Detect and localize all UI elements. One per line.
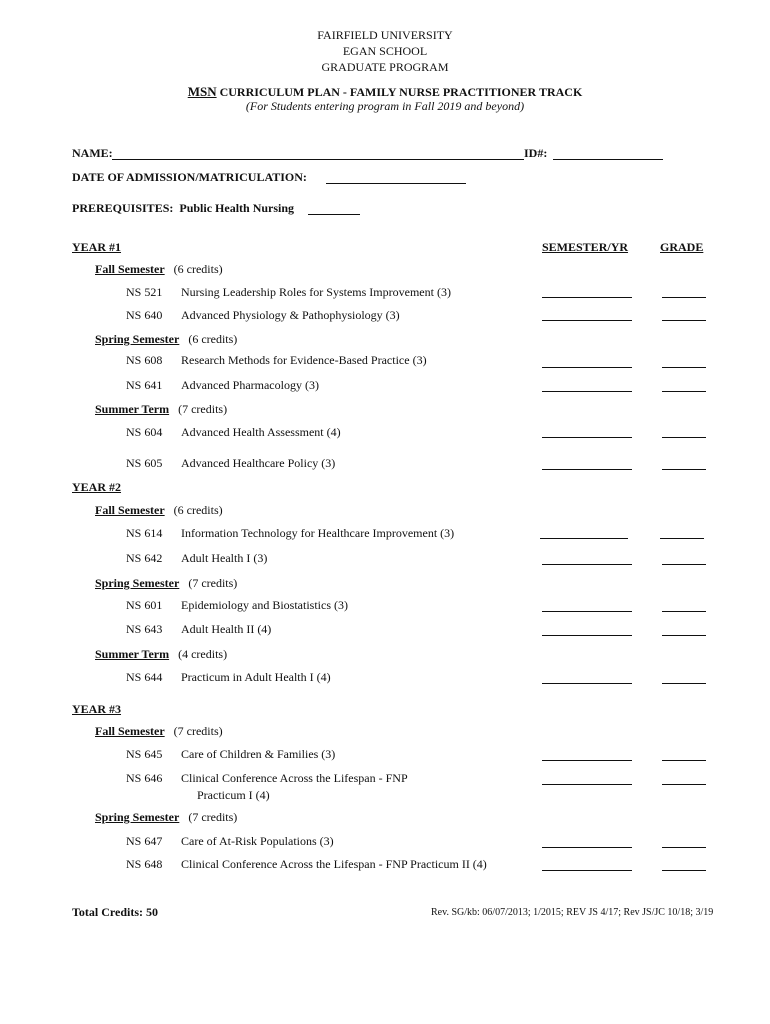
grade-field[interactable] (662, 784, 706, 785)
term-heading (95, 332, 237, 347)
term-name: Summer Term (95, 647, 170, 661)
grade-field[interactable] (662, 469, 706, 470)
grade-field[interactable] (662, 437, 706, 438)
prerequisites-field[interactable] (308, 214, 360, 215)
semester-field[interactable] (542, 469, 632, 470)
grade-field[interactable] (662, 635, 706, 636)
semester-field[interactable] (542, 760, 632, 761)
semester-field[interactable] (542, 564, 632, 565)
term-heading (95, 402, 227, 417)
course-code: NS 641 (126, 378, 163, 392)
course-title: Clinical Conference Across the Lifespan - FNP Practicum II (4) (181, 857, 487, 871)
course-title: Clinical Conference Across the Lifespan - FNP (181, 771, 408, 785)
semester-field[interactable] (542, 320, 632, 321)
year-2-heading: YEAR #2 (72, 480, 122, 494)
course-code: NS 646 (126, 771, 163, 785)
term-credits: (6 credits) (188, 332, 238, 346)
semester-field[interactable] (542, 391, 632, 392)
grade-field[interactable] (662, 683, 706, 684)
prerequisites-value: Public Health Nursing (179, 201, 295, 215)
term-credits: (6 credits) (173, 503, 223, 517)
course-title: Epidemiology and Biostatistics (3) (181, 598, 348, 612)
course-title: Adult Health II (4) (181, 622, 272, 636)
semester-field[interactable] (540, 538, 628, 539)
semester-field[interactable] (542, 847, 632, 848)
total-credits: Total Credits: 50 (72, 905, 159, 919)
date-field-label: DATE OF ADMISSION/MATRICULATION: (72, 170, 307, 184)
term-name: Spring Semester (95, 810, 180, 824)
revision-note: Rev. SG/kb: 06/07/2013; 1/2015; REV JS 4/17; Rev JS/JC 10/18; 3/19 (431, 907, 714, 918)
course-code: NS 601 (126, 598, 163, 612)
title-track: CURRICULUM PLAN - FAMILY NURSE PRACTITIONER TRACK (216, 85, 583, 99)
grade-field[interactable] (660, 538, 704, 539)
term-credits: (4 credits) (178, 647, 228, 661)
semester-column-header: SEMESTER/YR (542, 240, 629, 254)
grade-field[interactable] (662, 391, 706, 392)
course-title: Information Technology for Healthcare Improvement (3) (181, 526, 455, 540)
semester-field[interactable] (542, 683, 632, 684)
course-title: Care of At-Risk Populations (3) (181, 834, 334, 848)
grade-field[interactable] (662, 297, 706, 298)
term-heading (95, 810, 237, 825)
course-code: NS 645 (126, 747, 163, 761)
course-code: NS 642 (126, 551, 163, 565)
term-name: Spring Semester (95, 332, 180, 346)
semester-field[interactable] (542, 437, 632, 438)
term-name: Spring Semester (95, 576, 180, 590)
course-title: Practicum in Adult Health I (4) (181, 670, 331, 684)
grade-field[interactable] (662, 847, 706, 848)
semester-field[interactable] (542, 870, 632, 871)
course-title: Research Methods for Evidence-Based Practice (3) (181, 353, 427, 367)
course-code: NS 640 (126, 308, 163, 322)
course-title: Advanced Physiology & Pathophysiology (3) (181, 308, 400, 322)
grade-field[interactable] (662, 611, 706, 612)
term-credits: (7 credits) (188, 576, 238, 590)
semester-field[interactable] (542, 611, 632, 612)
term-credits: (7 credits) (178, 402, 228, 416)
page-title (0, 84, 770, 100)
prerequisites-heading: PREREQUISITES: (72, 201, 174, 215)
title-msn: MSN (187, 84, 217, 99)
university-name: FAIRFIELD UNIVERSITY (317, 28, 453, 42)
date-field[interactable] (326, 183, 466, 184)
name-field[interactable] (112, 159, 524, 160)
course-title-continued: Practicum I (4) (197, 788, 270, 802)
course-code: NS 614 (126, 526, 163, 540)
semester-field[interactable] (542, 635, 632, 636)
course-code: NS 605 (126, 456, 163, 470)
course-title: Advanced Health Assessment (4) (181, 425, 341, 439)
id-field[interactable] (553, 159, 663, 160)
semester-field[interactable] (542, 367, 632, 368)
semester-field[interactable] (542, 784, 632, 785)
grade-field[interactable] (662, 320, 706, 321)
course-code: NS 647 (126, 834, 163, 848)
semester-field[interactable] (542, 297, 632, 298)
course-title: Advanced Healthcare Policy (3) (181, 456, 336, 470)
term-heading (95, 576, 237, 591)
course-code: NS 644 (126, 670, 163, 684)
course-code: NS 604 (126, 425, 163, 439)
course-code: NS 608 (126, 353, 163, 367)
grade-field[interactable] (662, 870, 706, 871)
name-field-label: NAME: (72, 146, 113, 160)
term-credits: (7 credits) (173, 724, 223, 738)
course-title: Nursing Leadership Roles for Systems Improvement (3) (181, 285, 451, 299)
year-1-heading: YEAR #1 (72, 240, 122, 254)
grade-field[interactable] (662, 367, 706, 368)
school-name: EGAN SCHOOL (342, 44, 428, 58)
term-name: Fall Semester (95, 503, 165, 517)
term-heading (95, 647, 227, 662)
grade-field[interactable] (662, 760, 706, 761)
course-code: NS 521 (126, 285, 163, 299)
course-title: Care of Children & Families (3) (181, 747, 336, 761)
page-subtitle: (For Students entering program in Fall 2019 and beyond) (245, 99, 525, 113)
term-name: Fall Semester (95, 262, 165, 276)
id-field-label: ID#: (524, 146, 548, 160)
program-name: GRADUATE PROGRAM (321, 60, 449, 74)
year-3-heading: YEAR #3 (72, 702, 122, 716)
term-heading (95, 503, 223, 518)
term-name: Fall Semester (95, 724, 165, 738)
term-credits: (6 credits) (173, 262, 223, 276)
course-code: NS 643 (126, 622, 163, 636)
course-title: Advanced Pharmacology (3) (181, 378, 319, 392)
course-title: Adult Health I (3) (181, 551, 268, 565)
grade-field[interactable] (662, 564, 706, 565)
grade-column-header: GRADE (660, 240, 704, 254)
term-heading (95, 724, 223, 739)
term-heading (95, 262, 223, 277)
prerequisites-label (72, 201, 294, 216)
term-credits: (7 credits) (188, 810, 238, 824)
term-name: Summer Term (95, 402, 170, 416)
course-code: NS 648 (126, 857, 163, 871)
